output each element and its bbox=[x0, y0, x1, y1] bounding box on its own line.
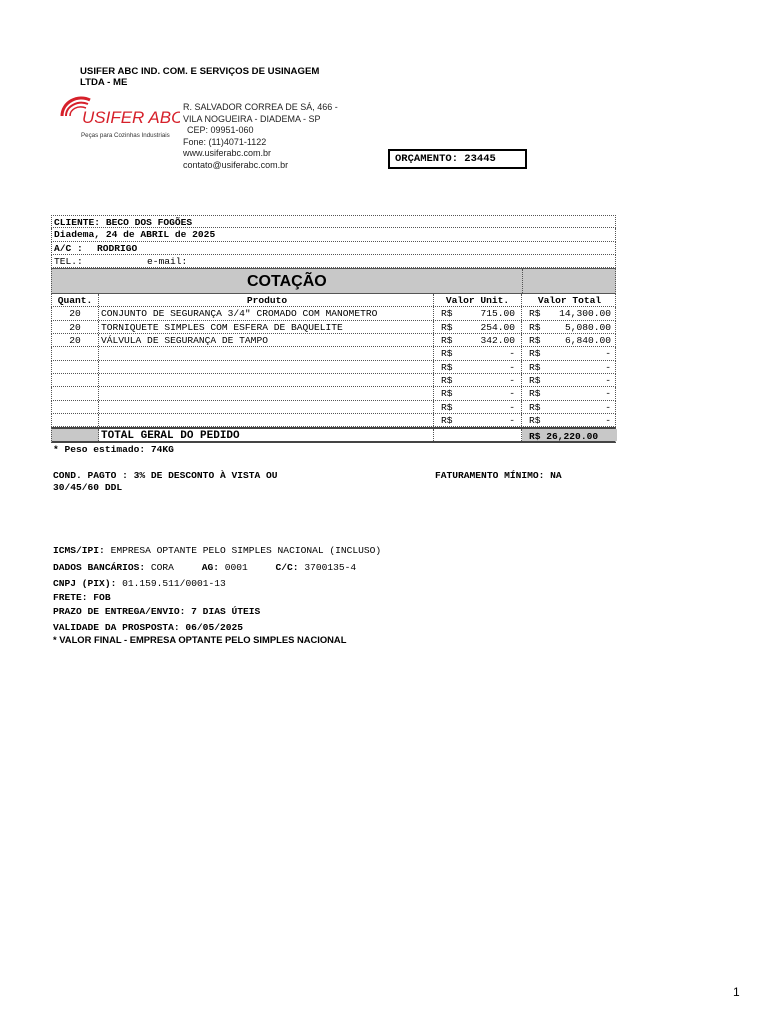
company-name-line1: USIFER ABC IND. COM. E SERVIÇOS DE USINAGEM bbox=[80, 66, 320, 77]
row-total-price bbox=[522, 401, 617, 413]
unit-amount: 342.00 bbox=[480, 335, 515, 347]
table-row bbox=[51, 401, 616, 414]
weight-note: * Peso estimado: 74KG bbox=[53, 444, 174, 455]
row-product: TORNIQUETE SIMPLES COM ESFERA DE BAQUELITE bbox=[99, 321, 434, 333]
row-qty: 20 bbox=[52, 307, 99, 319]
unit-amount: 254.00 bbox=[480, 321, 515, 333]
quote-number-box: ORÇAMENTO: 23445 bbox=[388, 149, 527, 169]
date-line: Diadema, 24 de ABRIL de 2025 bbox=[54, 229, 216, 241]
logo-tagline: Peças para Cozinhas Industriais bbox=[81, 132, 170, 139]
table-row bbox=[51, 374, 616, 387]
client-row bbox=[51, 215, 616, 228]
currency-symbol: R$ bbox=[441, 348, 453, 360]
row-product bbox=[99, 347, 434, 359]
agency-value: 0001 bbox=[224, 562, 248, 573]
freight-line: FRETE: FOB bbox=[53, 592, 111, 603]
total-unit-cell bbox=[434, 429, 522, 441]
row-total-price bbox=[522, 347, 617, 359]
currency-symbol: R$ bbox=[441, 401, 453, 413]
row-total-price bbox=[522, 334, 617, 346]
row-qty bbox=[52, 374, 99, 386]
row-unit-price bbox=[434, 387, 522, 399]
table-row bbox=[51, 307, 616, 320]
table-row bbox=[51, 387, 616, 400]
quote-table bbox=[51, 215, 616, 443]
company-name bbox=[80, 66, 340, 88]
total-qty-cell bbox=[52, 429, 99, 441]
currency-symbol: R$ bbox=[441, 361, 453, 373]
row-unit-price bbox=[434, 347, 522, 359]
delivery-line: PRAZO DE ENTREGA/ENVIO: 7 DIAS ÚTEIS bbox=[53, 606, 261, 617]
final-value-note: * VALOR FINAL - EMPRESA OPTANTE PELO SIMPLES NACIONAL bbox=[53, 634, 347, 645]
currency-symbol: R$ bbox=[529, 388, 541, 400]
total-amount: 5,080.00 bbox=[564, 321, 611, 333]
currency-symbol: R$ bbox=[529, 308, 541, 320]
row-product: CONJUNTO DE SEGURANÇA 3/4" CROMADO COM MANOMETRO bbox=[99, 307, 434, 319]
row-qty: 20 bbox=[52, 321, 99, 333]
total-amount: - bbox=[605, 414, 611, 426]
table-row bbox=[51, 361, 616, 374]
total-amount: - bbox=[605, 388, 611, 400]
email-label: e-mail: bbox=[147, 255, 188, 267]
row-total-price bbox=[522, 414, 617, 426]
currency-symbol: R$ bbox=[529, 321, 541, 333]
row-unit-price bbox=[434, 374, 522, 386]
table-row bbox=[51, 347, 616, 360]
row-product: VÁLVULA DE SEGURANÇA DE TAMPO bbox=[99, 334, 434, 346]
row-product bbox=[99, 401, 434, 413]
client-line: CLIENTE: BECO DOS FOGÕES bbox=[54, 217, 193, 228]
unit-amount: - bbox=[509, 361, 515, 373]
attn-name: RODRIGO bbox=[97, 242, 138, 254]
address-district: VILA NOGUEIRA - DIADEMA - SP bbox=[183, 113, 321, 124]
tel-label: TEL.: bbox=[54, 255, 83, 267]
bank-value: CORA bbox=[150, 562, 174, 573]
icms-value: EMPRESA OPTANTE PELO SIMPLES NACIONAL (INCLUSO) bbox=[110, 545, 382, 556]
attn-row bbox=[51, 242, 616, 255]
row-unit-price bbox=[434, 307, 522, 319]
unit-amount: - bbox=[509, 374, 515, 386]
unit-amount: - bbox=[509, 348, 515, 360]
total-amount: - bbox=[605, 348, 611, 360]
page-number: 1 bbox=[733, 985, 740, 999]
total-amount: - bbox=[605, 361, 611, 373]
bank-line bbox=[53, 562, 356, 574]
unit-amount: - bbox=[509, 414, 515, 426]
currency-symbol: R$ bbox=[529, 361, 541, 373]
header-unit-price: Valor Unit. bbox=[434, 294, 522, 306]
total-amount: - bbox=[605, 374, 611, 386]
row-unit-price bbox=[434, 321, 522, 333]
row-total-price bbox=[522, 361, 617, 373]
row-unit-price bbox=[434, 361, 522, 373]
address-website: www.usiferabc.com.br bbox=[183, 148, 272, 158]
bank-label: DADOS BANCÁRIOS: bbox=[53, 562, 146, 573]
cnpj-line bbox=[53, 578, 226, 590]
total-amount: - bbox=[605, 401, 611, 413]
date-row bbox=[51, 228, 616, 241]
table-title-row bbox=[51, 268, 616, 294]
payment-terms-line2: 30/45/60 DDL bbox=[53, 482, 123, 493]
total-amount: 6,840.00 bbox=[564, 335, 611, 347]
cnpj-label: CNPJ (PIX): bbox=[53, 578, 117, 589]
company-address bbox=[183, 102, 338, 171]
row-product bbox=[99, 414, 434, 426]
minimum-billing: FATURAMENTO MÍNIMO: NA bbox=[435, 470, 562, 481]
row-product bbox=[99, 374, 434, 386]
row-qty bbox=[52, 361, 99, 373]
table-row bbox=[51, 334, 616, 347]
address-cep: CEP: 09951-060 bbox=[187, 125, 254, 135]
row-qty bbox=[52, 414, 99, 426]
validity-line: VALIDADE DA PROSPOSTA: 06/05/2025 bbox=[53, 622, 243, 633]
header-qty: Quant. bbox=[52, 294, 99, 306]
currency-symbol: R$ bbox=[529, 374, 541, 386]
header-total-price: Valor Total bbox=[537, 295, 602, 307]
total-label: TOTAL GERAL DO PEDIDO bbox=[99, 429, 434, 441]
agency-label: AG: bbox=[201, 562, 219, 573]
currency-symbol: R$ bbox=[441, 414, 453, 426]
logo-text: USIFER ABC bbox=[82, 108, 180, 127]
account-label: C/C: bbox=[275, 562, 299, 573]
unit-amount: - bbox=[509, 388, 515, 400]
icms-label: ICMS/IPI: bbox=[53, 545, 105, 556]
total-amount: 14,300.00 bbox=[559, 308, 611, 320]
currency-symbol: R$ bbox=[529, 335, 541, 347]
total-value: R$ 26,220.00 bbox=[522, 429, 617, 441]
contact-row bbox=[51, 255, 616, 268]
row-total-price bbox=[522, 321, 617, 333]
row-qty bbox=[52, 401, 99, 413]
payment-terms-line1: COND. PAGTO : 3% DE DESCONTO À VISTA OU bbox=[53, 470, 278, 481]
unit-amount: 715.00 bbox=[480, 308, 515, 320]
address-phone: Fone: (11)4071-1122 bbox=[183, 136, 267, 147]
company-name-line2: LTDA - ME bbox=[80, 77, 128, 88]
row-unit-price bbox=[434, 401, 522, 413]
currency-symbol: R$ bbox=[441, 335, 453, 347]
header-product: Produto bbox=[99, 294, 434, 306]
row-qty: 20 bbox=[52, 334, 99, 346]
table-row bbox=[51, 321, 616, 334]
logo-swoosh-icon bbox=[56, 92, 180, 140]
currency-symbol: R$ bbox=[441, 308, 453, 320]
row-total-price bbox=[522, 387, 617, 399]
table-row bbox=[51, 414, 616, 427]
attn-label: A/C : bbox=[54, 242, 83, 254]
row-total-price bbox=[522, 307, 617, 319]
currency-symbol: R$ bbox=[441, 321, 453, 333]
currency-symbol: R$ bbox=[529, 401, 541, 413]
address-street: R. SALVADOR CORREA DE SÁ, 466 - bbox=[183, 102, 338, 112]
row-qty bbox=[52, 387, 99, 399]
total-row bbox=[51, 427, 616, 443]
row-unit-price bbox=[434, 334, 522, 346]
table-header-row bbox=[51, 294, 616, 307]
unit-amount: - bbox=[509, 401, 515, 413]
company-logo bbox=[56, 92, 180, 140]
row-product bbox=[99, 361, 434, 373]
row-total-price bbox=[522, 374, 617, 386]
currency-symbol: R$ bbox=[441, 388, 453, 400]
icms-line bbox=[53, 545, 381, 557]
currency-symbol: R$ bbox=[529, 348, 541, 360]
row-unit-price bbox=[434, 414, 522, 426]
account-value: 3700135-4 bbox=[304, 562, 357, 573]
row-qty bbox=[52, 347, 99, 359]
title-separator bbox=[522, 269, 523, 293]
cnpj-value: 01.159.511/0001-13 bbox=[122, 578, 226, 589]
currency-symbol: R$ bbox=[441, 374, 453, 386]
table-title: COTAÇÃO bbox=[247, 273, 327, 291]
row-product bbox=[99, 387, 434, 399]
address-email: contato@usiferabc.com.br bbox=[183, 159, 289, 170]
currency-symbol: R$ bbox=[529, 414, 541, 426]
